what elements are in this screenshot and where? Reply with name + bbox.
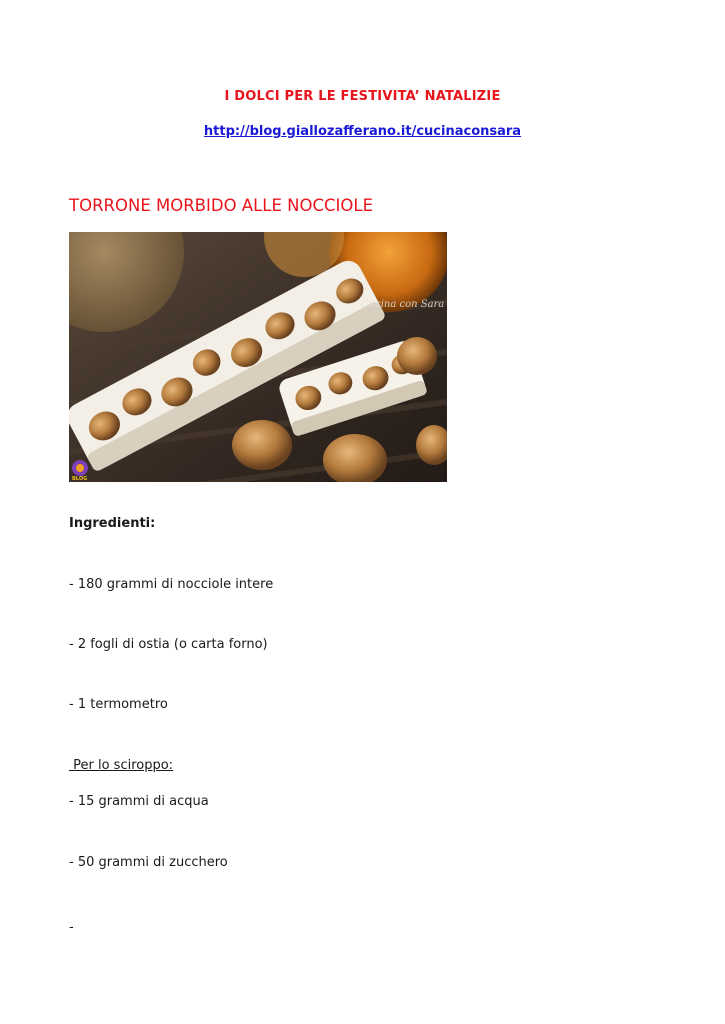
nougat-illustration <box>69 232 447 482</box>
recipe-photo <box>69 232 447 482</box>
trailing-dash: - <box>69 920 74 935</box>
blog-link[interactable]: http://blog.giallozafferano.it/cucinaconsara <box>203 124 522 139</box>
ingredient-item: - 1 termometro <box>69 697 168 712</box>
syrup-heading: Per lo sciroppo: <box>69 758 174 773</box>
blog-badge-icon <box>72 460 88 482</box>
ingredients-heading: Ingredienti: <box>69 516 156 531</box>
recipe-title: TORRONE MORBIDO ALLE NOCCIOLE <box>69 196 373 215</box>
syrup-item: - 15 grammi di acqua <box>69 794 209 809</box>
photo-watermark: Cucina con Sara <box>361 299 445 310</box>
syrup-item: - 50 grammi di zucchero <box>69 855 228 870</box>
blog-badge-label: BLOG <box>72 476 88 482</box>
page-heading: I DOLCI PER LE FESTIVITA’ NATALIZIE <box>224 89 501 104</box>
ingredient-item: - 180 grammi di nocciole intere <box>69 577 274 592</box>
ingredient-item: - 2 fogli di ostia (o carta forno) <box>69 637 268 652</box>
